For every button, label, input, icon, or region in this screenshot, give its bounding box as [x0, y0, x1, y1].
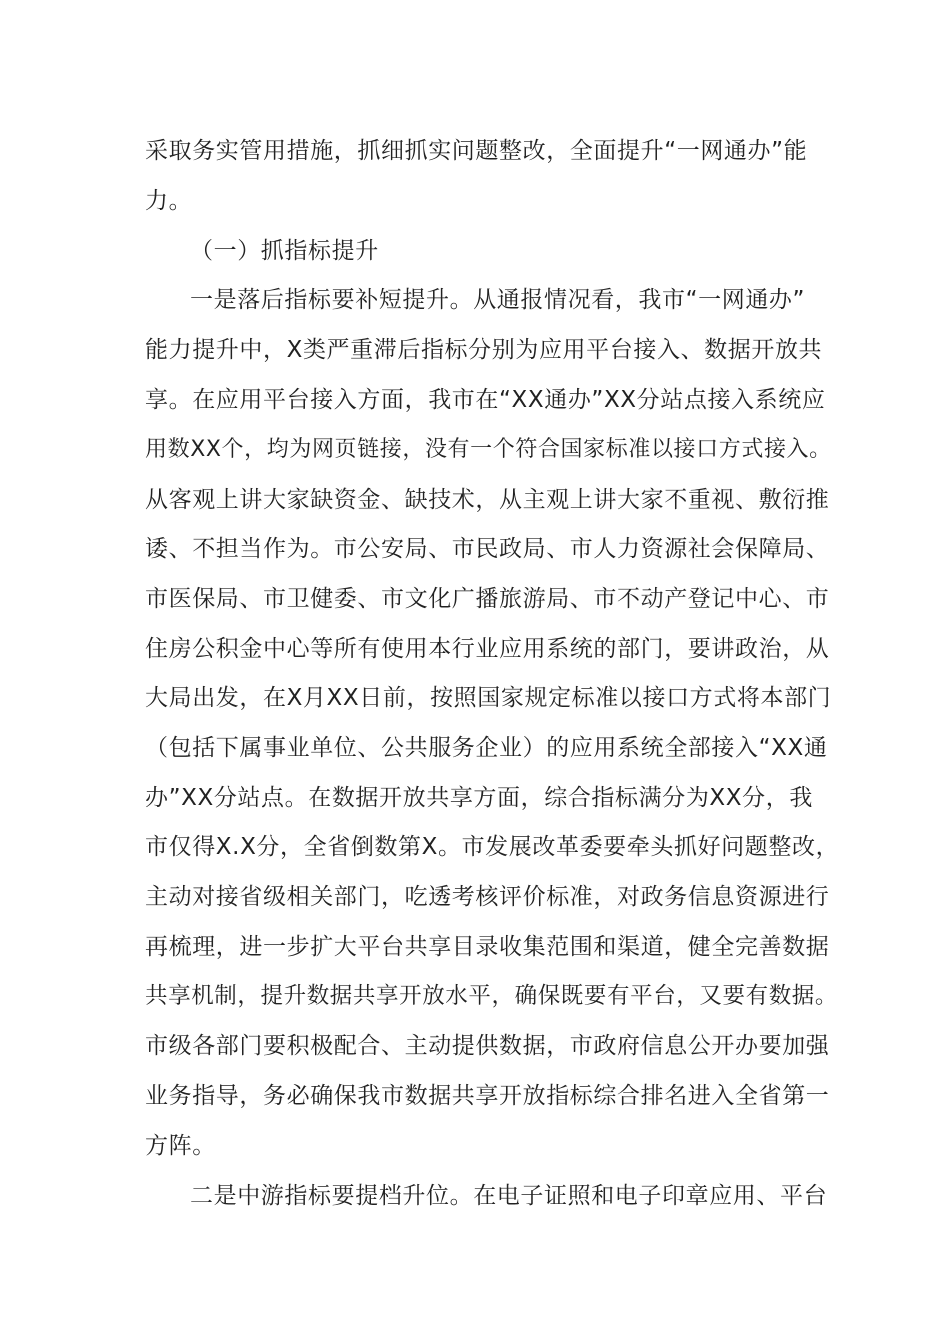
text-line-7: 用数XX个，均为网页链接，没有一个符合国家标准以接口方式接入。 — [145, 437, 832, 462]
text-line-9: 诿、不担当作为。市公安局、市民政局、市人力资源社会保障局、 — [145, 536, 830, 562]
text-line-13: （包括下属事业单位、公共服务企业）的应用系统全部接入“XX通 — [145, 735, 828, 761]
text-line-17: 再梳理，进一步扩大平台共享目录收集范围和渠道，健全完善数据 — [145, 934, 830, 960]
text-line-19: 市级各部门要积极配合、主动提供数据，市政府信息公开办要加强 — [145, 1033, 830, 1059]
section-heading: （一）抓指标提升 — [190, 238, 379, 264]
text-line-12: 大局出发，在X月XX日前，按照国家规定标准以接口方式将本部门 — [145, 685, 832, 711]
text-line-2: 力。 — [145, 188, 193, 214]
text-line-22: 二是中游指标要提档升位。在电子证照和电子印章应用、平台 — [190, 1183, 828, 1209]
text-line-5: 能力提升中，X类严重滞后指标分别为应用平台接入、数据开放共 — [145, 337, 823, 363]
text-line-18: 共享机制，提升数据共享开放水平，确保既要有平台，又要有数据。 — [145, 983, 839, 1009]
text-line-15: 市仅得X.X分，全省倒数第X。市发展改革委要牵头抓好问题整改， — [145, 834, 840, 860]
text-line-16: 主动对接省级相关部门，吃透考核评价标准，对政务信息资源进行 — [145, 884, 830, 910]
text-line-1: 采取务实管用措施，抓细抓实问题整改，全面提升“一网通办”能 — [145, 138, 808, 164]
text-line-20: 业务指导，务必确保我市数据共享开放指标综合排名进入全省第一 — [145, 1083, 830, 1109]
text-line-10: 市医保局、市卫健委、市文化广播旅游局、市不动产登记中心、市 — [145, 586, 830, 612]
text-line-8: 从客观上讲大家缺资金、缺技术，从主观上讲大家不重视、敷衍推 — [145, 487, 830, 513]
text-line-4: 一是落后指标要补短提升。从通报情况看，我市“一网通办” — [190, 287, 806, 313]
text-line-14: 办”XX分站点。在数据开放共享方面，综合指标满分为XX分，我 — [145, 785, 813, 811]
text-line-21: 方阵。 — [145, 1133, 216, 1159]
text-line-6: 享。在应用平台接入方面，我市在“XX通办”XX分站点接入系统应 — [145, 387, 826, 413]
text-line-11: 住房公积金中心等所有使用本行业应用系统的部门，要讲政治，从 — [145, 636, 830, 662]
